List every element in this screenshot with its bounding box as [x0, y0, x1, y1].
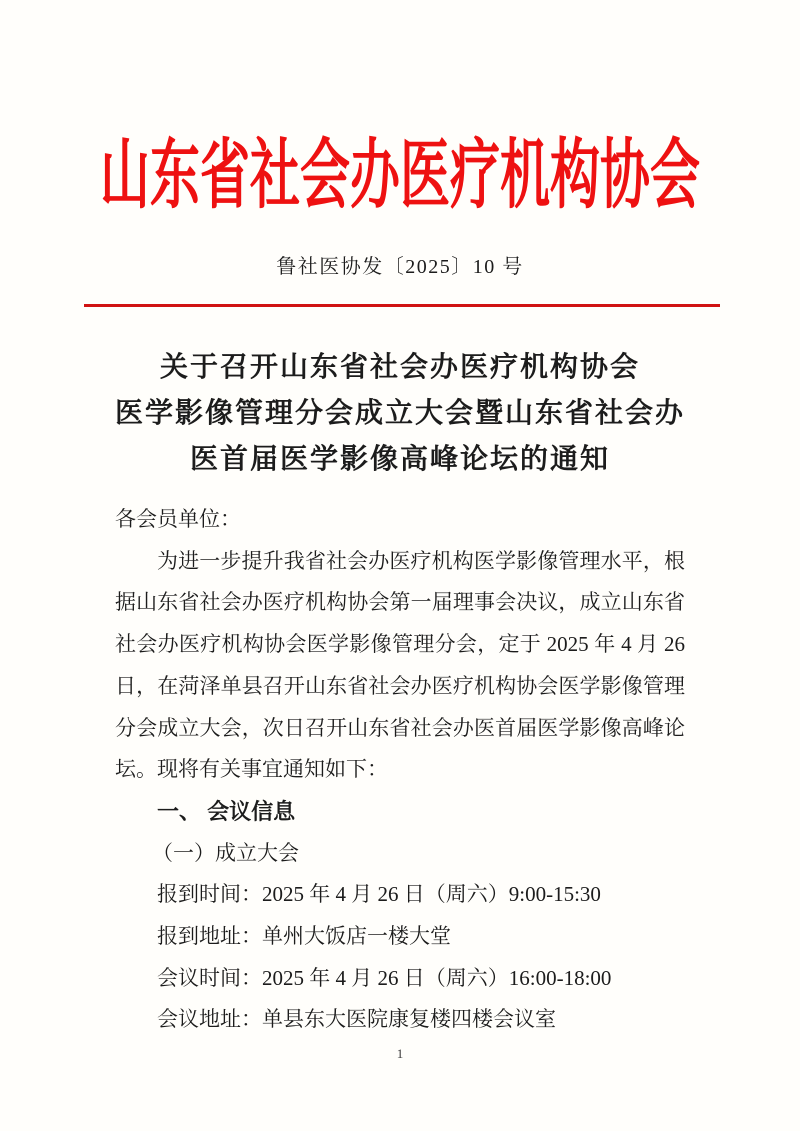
notice-title-line-1: 关于召开山东省社会办医疗机构协会: [159, 352, 640, 383]
paragraph-line: 坛。现将有关事宜通知如下：: [115, 757, 388, 782]
detail-line-meeting-address: 会议地址：单县东大医院康复楼四楼会议室: [157, 1007, 556, 1032]
page-number: 1: [396, 1046, 404, 1061]
section-heading-meeting-info: 一、 会议信息: [157, 798, 296, 824]
paragraph-line: 分会成立大会，次日召开山东省社会办医首届医学影像高峰论: [115, 715, 685, 740]
salutation: 各会员单位：: [115, 507, 241, 531]
doc-reference-number: 鲁社医协发〔2025〕10 号: [276, 256, 524, 278]
letterhead-divider: [84, 304, 720, 307]
detail-line-meeting-time: 会议时间：2025 年 4 月 26 日（周六）16:00-18:00: [157, 965, 612, 990]
detail-line-registration-time: 报到时间：2025 年 4 月 26 日（周六）9:00-15:30: [157, 882, 601, 907]
subsection-heading-founding-assembly: （一）成立大会: [152, 840, 299, 865]
paragraph-line: 日，在菏泽单县召开山东省社会办医疗机构协会医学影像管理: [115, 673, 685, 698]
paragraph-line: 社会办医疗机构协会医学影像管理分会，定于 2025 年 4 月 26: [115, 632, 685, 657]
notice-title-line-3: 医首届医学影像高峰论坛的通知: [189, 444, 610, 475]
paragraph-line: 据山东省社会办医疗机构协会第一届理事会决议，成立山东省: [115, 590, 685, 615]
notice-title: [0, 345, 800, 483]
notice-body: [115, 499, 685, 1041]
detail-line-registration-address: 报到地址：单州大饭店一楼大堂: [157, 924, 451, 949]
notice-title-line-2: 医学影像管理分会成立大会暨山东省社会办: [114, 398, 685, 429]
paragraph-line: 为进一步提升我省社会办医疗机构医学影像管理水平，根: [157, 548, 685, 573]
letterhead-org-title: 山东省社会办医疗机构协会: [100, 132, 700, 218]
